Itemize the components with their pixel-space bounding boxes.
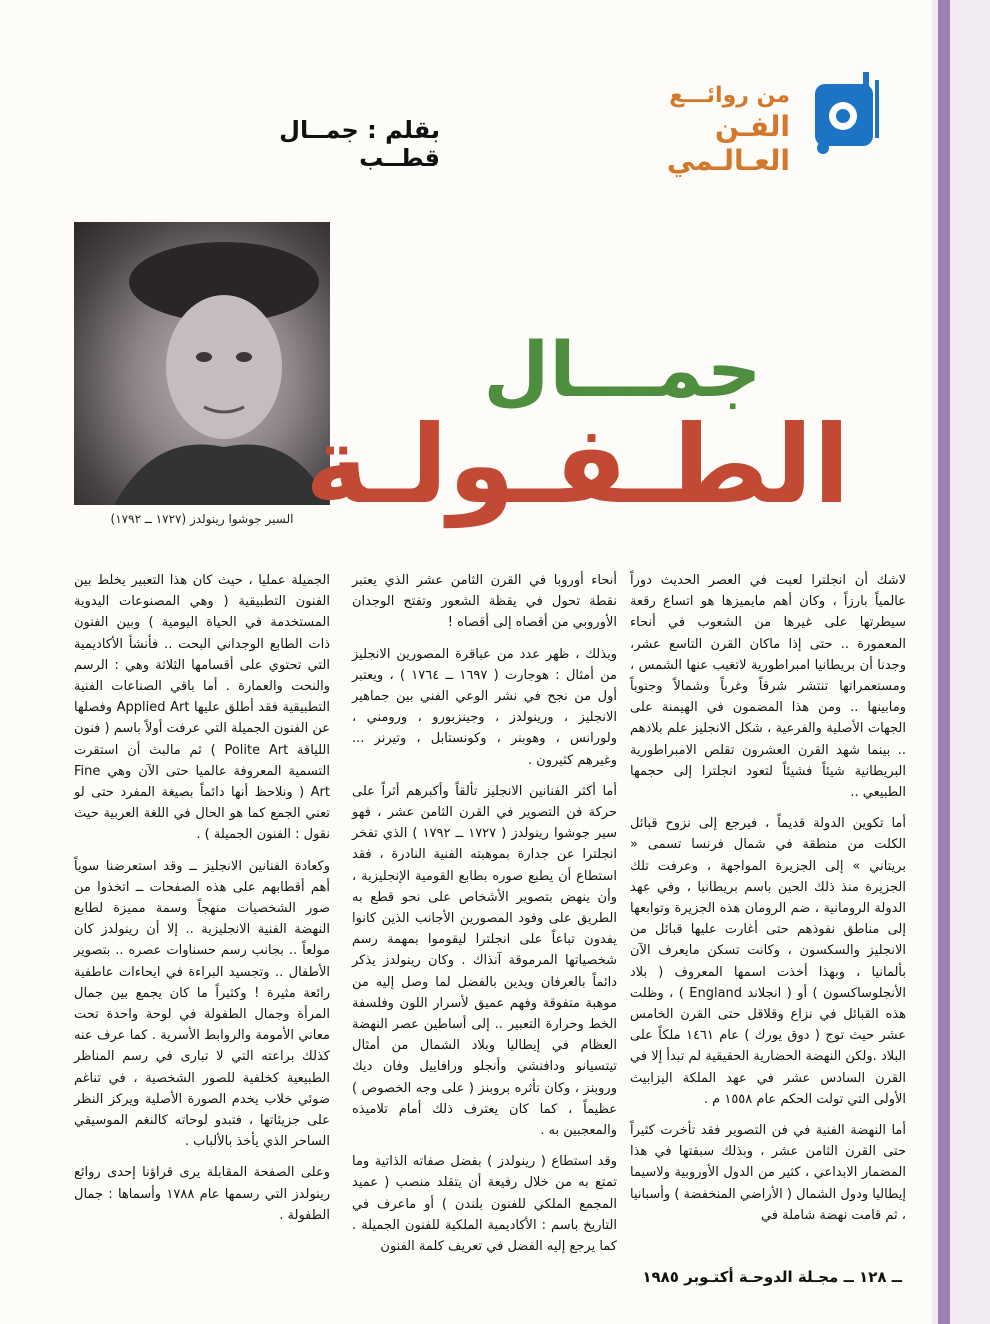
article-column-right [630,570,906,1236]
paragraph: وقد استطاع ( رينولدز ) بفضل صفاته الذاتية وما تمتع به من خلال رفيعة أن يتقلد منصب ( عميد المجمع الملكي للفنون بلندن ) أو ماعرف في التاريخ باسم : الأكاديمية الملكية للفنون الجميلة . كما يرجع إليه الفضل في تعريف كلمة الفنون [352,1154,617,1255]
paragraph: أما النهضة الفنية في فن التصوير فقد تأخرت كثيراً حتى القرن الثامن عشر ، وبذلك سبقتها في هذا المضمار الابداعي ، كثير من الدول الأوروبية ولاسيما إيطاليا ودول الشمال ( الأراضي المنخفضة ) وأسبانيا ، ثم قامت نهضة شاملة في [630,1123,906,1223]
headline-line-2: الطـفـولـة [304,403,850,528]
paragraph: وبذلك ، ظهر عدد من عباقرة المصورين الانجليز من أمثال : هوجارت ( ١٦٩٧ ــ ١٧٦٤ ) ، ويعتبر أول من نجح في نشر الوعي الفني بين جماهير الانجليز ، ورينولدز ، وجينزبورو ، ورومني ، ولورانس ، وهوبنر ، وكونستابل ، وتيرنر ... وغيرهم كثيرون . [352,646,617,768]
paragraph: وكعادة الفنانين الانجليز ــ وقد استعرضنا سوياً أهم أقطابهم على هذه الصفحات ــ اتخذوا من صور الشخصيات منهجاً وسمة مميزة لطابع النهضة الفنية الانجليزية .. إلا أن رينولدز كان مولعاً .. بجانب رسم حسناوات عصره .. بتصوير الأطفال .. وتجسيد البراءة في ايحاءات عاطفية رائعة مثيرة ! وكثيراً ما كان يجمع بين جمال المرأة وجمال الطفولة في لوحة واحدة تحت معاني الأمومة والروابط الأسرية . كما عرف عنه كذلك براعته التي لا تبارى في رسم المناظر الطبيعية كخلفية للصور الشخصية ، في تناغم ضوئي خلاب يخدم الصورة الأصلية ويركز النظر على جزيئاتها ، فتبدو لوحاته كالنغم الموسيقي الساحر الذي يأخذ بالألباب . [74,858,330,1150]
headline-line-1: جمـــال [483,325,762,414]
kicker-line-1: من روائـــع [669,83,790,108]
paragraph: أما أكثر الفنانين الانجليز تألقاً وأكبرهم أثراً على حركة فن التصوير في القرن الثامن عشر ، فهو سير جوشوا رينولدز ( ١٧٢٧ ــ ١٧٩٢ ) الذي تفخر انجلترا عن جدارة بموهبته الفنية النادرة ، فقد استطاع أن يطبع صوره بطابع القومية الإنجليزية ، وأن ينهض بتصوير الأشخاص على نحو قطع به الطريق على وفود المصورين الأجانب الذين كانوا يفدون تباعاً على انجلترا ليقوموا بمهمة رسم شخصياتها المرموقة آنذاك . وكان رينولدز يذكر دائماً بالعرفان ويدين بالفضل لما وصل إليه من موهبة متفوقة وفهم عميق لأسرار اللون وفلسفة الخط وحرارة التعبير .. إلى أساطين عصر النهضة العظام في إيطاليا وبلاد الشمال من أمثال تيتسيانو ودافنشي وأنجلو ورافاييل وفان ديك وروبنز ، وكان تأثره بروبنز ( على وجه الخصوص ) عظيماً ، كما كان يعترف ذلك أمام تلاميذه والمعجبين به . [352,783,617,1139]
paragraph: لاشك أن انجلترا لعبت في العصر الحديث دوراً عالمياً بارزاً ، وكان أهم مايميزها هو اتساع رقعة سيطرتها على غيرها من الشعوب في أنحاء المعمورة .. حتى إذا ماكان القرن التاسع عشر، وجدنا أن بريطانيا امبراطورية لاتغيب عنها الشمس ، ومستعمراتها تنتشر شرقاً وغرباً وشمالاً وجنوباً ومابينها .. ومن هذا المضمون في الهيمنة على الجهات الأصلية والفرعية ، شكل الانجليز علم بلادهم .. بينما شهد القرن العشرون تقلص الامبراطورية البريطانية شيئاً فشيئاً لتعود انجلترا إلى حجمها الطبيعي .. [630,573,906,801]
art-palette-logo-icon [805,66,885,156]
paragraph: أنحاء أوروبا في القرن الثامن عشر الذي يعتبر نقطة تحول في يقظة الشعور وتفتح الوجدان الأوروبي من أقصاه إلى أقصاه ! [352,573,617,631]
series-kicker [590,82,790,178]
reynolds-portrait-image [74,222,330,505]
author-byline: بقلم : جمــال قطــب [279,116,440,172]
paragraph: أما تكوين الدولة قديماً ، فيرجع إلى نزوح قبائل الكلت من منطقة في شمال فرنسا تسمى « بريتاني » إلى الجزيرة المواجهة ، وعرفت تلك الجزيرة منذ ذلك الحين باسم بريطانيا ، وفي عهد الدولة الرومانية ، ضم الرومان هذه الجزيرة وتوابعها إلى مناطق نفوذهم حتى أغارت عليها قبائل من الانجليز والسكسون ، وكانت تسكن مايعرف الآن بألمانيا ، وبهذا أخذت اسمها المعروف ( بلاد الأنجلوساكسون ) أو ( انجلاند England ) ، وظلت هذه القبائل في نزاع وقلاقل حتى القرن الخامس عشر حيث توج ( دوق يورك ) عام ١٤٦١ ملكاً على البلاد .ولكن النهضة الحضارية الحقيقية لم تبدأ إلا في القرن السادس عشر في عهد الملكة اليزابيث الأولى التي تولت الحكم عام ١٥٥٨ م . [630,816,906,1107]
page-footer: ــ ١٢٨ ــ مجـلة الدوحـة أكتـوبر ١٩٨٥ [642,1268,902,1286]
paragraph: الجميلة عمليا ، حيث كان هذا التعبير يخلط بين الفنون التطبيقية ( وهي المصنوعات اليدوية المستخدمة في الحياة اليومية ) وبين الفنون ذات الطابع الوجداني البحت .. فأنشأ الأكاديمية التي تحتوي على أقسامها الثلاثة وهي : الرسم والنحت والعمارة . أما باقي الصناعات الفنية التطبيقية فقد أطلق عليها Applied Art وفصلها عن الفنون الجميلة التي عرفت أولاً باسم ( فنون اللياقة Polite Art ) ثم مالبث أن استقرت التسمية المعروفة عالميا حتى الآن وهي Fine Art ( ونلاحظ أنها دائماً بصيغة المفرد حتى لو تعني الجمع كما هو الحال في اللغة العربية حيث نقول : الفنون الجميلة ) . [74,573,330,843]
article-column-middle [352,570,617,1267]
kicker-line-2: الفـن العـالـمي [666,110,790,177]
article-column-left [74,570,330,1236]
purple-edge-strip [938,0,950,1324]
portrait-caption: السير جوشوا رينولدز (١٧٢٧ ــ ١٧٩٢) [110,512,294,526]
paragraph: وعلى الصفحة المقابلة يرى قراؤنا إحدى روائع رينولدز التي رسمها عام ١٧٨٨ وأسماها : جمال الطفولة . [74,1165,330,1223]
